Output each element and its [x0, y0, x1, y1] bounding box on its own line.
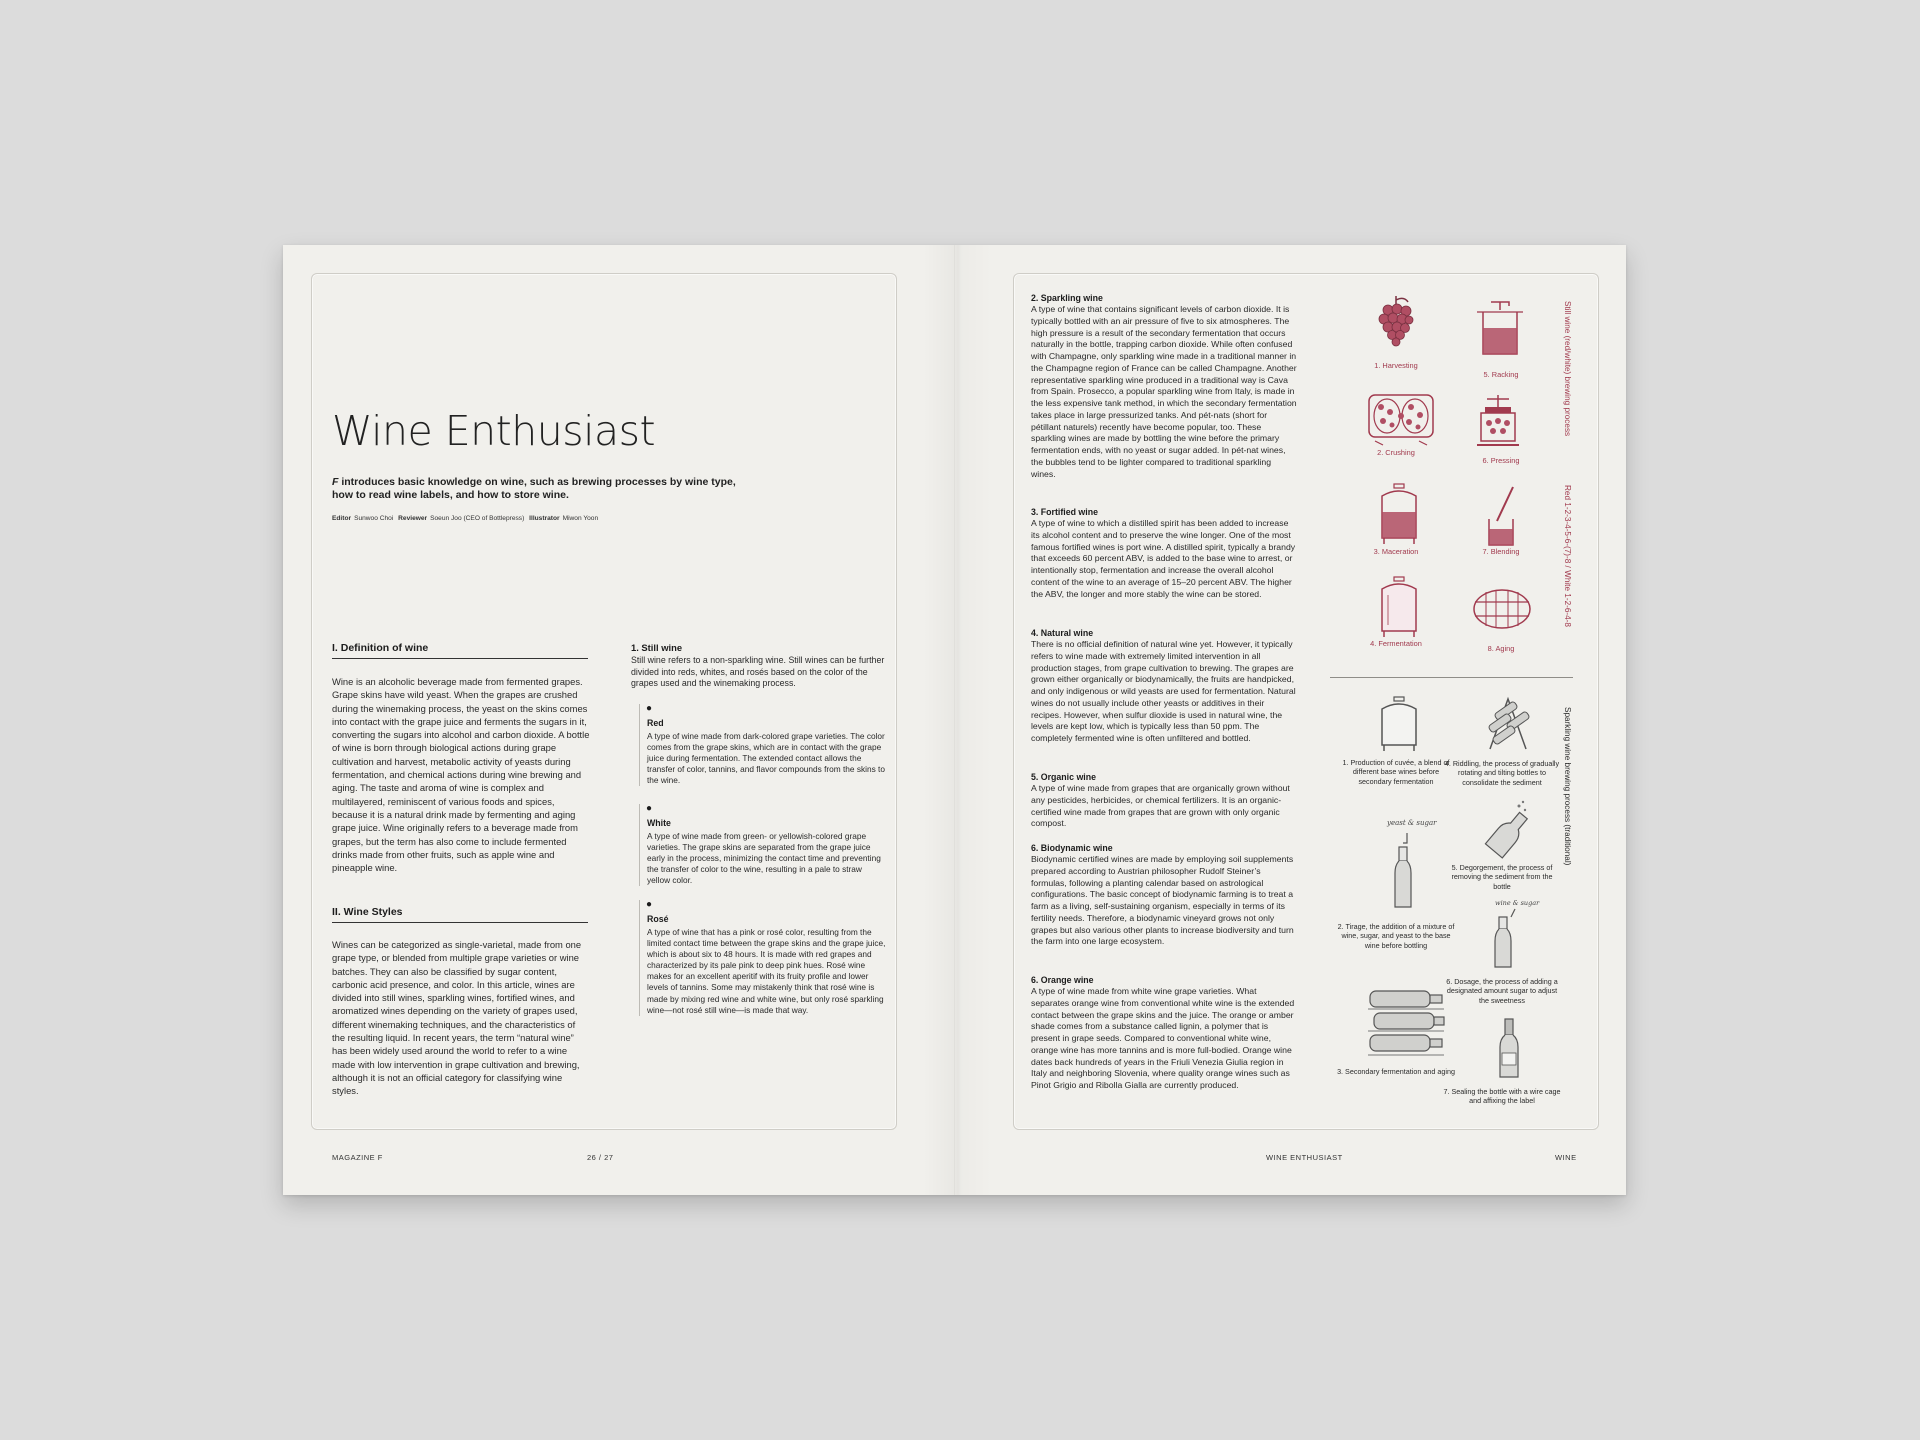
gutter-shadow: [923, 245, 993, 1195]
footer-page-numbers: 26 / 27: [587, 1153, 614, 1162]
editor-name: Sunwoo Choi: [354, 515, 394, 522]
cuvee-tank-icon: [1376, 695, 1422, 753]
still-step-caption: 6. Pressing: [1482, 456, 1520, 465]
natural-wine-section: [1031, 628, 1297, 745]
grapes-icon: [1376, 294, 1416, 352]
maceration-tank-icon: [1376, 482, 1422, 546]
bottle-rack-icon: [1366, 985, 1446, 1061]
red-wine-heading: Red: [647, 718, 664, 728]
organic-wine-heading: 5. Organic wine: [1031, 772, 1097, 782]
rose-wine-block: [639, 900, 887, 1016]
natural-wine-body: There is no official definition of natural wine yet. However, it typically refers to wine made with extremely limited intervention in all production stages, from grape cultivation to brewing. The grapes are grown either organically or biodynamically, the fruits are handpicked, and only indigenous or wild yeasts are used for fermentation. Natural wines do not usually include other yeasts or additives in their recipes. However, when sulfur dioxide is used in natural wine, the levels are kept low, which is typically less than 50 ppm. The completely fermented wine is often unfiltered and bottled.: [1031, 639, 1296, 743]
still-step-caption: 1. Harvesting: [1374, 361, 1418, 370]
rose-wine-heading: Rosé: [647, 914, 669, 924]
bullet-dot-icon: ●: [646, 899, 653, 910]
dosage-bottle-icon: [1489, 897, 1540, 969]
section-heading-styles: II. Wine Styles: [332, 906, 588, 923]
biodynamic-wine-body: Biodynamic certified wines are made by employing soil supplements prepared according to Austrian philosopher Rudolf Steiner’s formulas, following a planting calendar based on astrological configurations. The basic concept of biodynamic farming is to treat a farm as a living, self-sustaining organism, especially in terms of its fertility needs. Therefore, a biodynamic vineyard grows not only grapes but also various other plants to increase biodiversity and turn the farm into one large ecosystem.: [1031, 854, 1294, 947]
sparkling-step-caption: 1. Production of cuvée, a blend of different base wines before secondary fermentation: [1342, 758, 1450, 786]
article-title: Wine Enthusiast: [332, 407, 656, 455]
sparkling-wine-body: A type of wine that contains significant levels of carbon dioxide. It is typically bottled with an air pressure of five to six atmospheres. The high pressure is a result of the secondary fermentation that occurs naturally in the bottle, trapping carbon dioxide. While often confused with Champagne, only sparkling wine made in a traditional manner in the Champagne region of France can be called Champagne. Another representative sparkling wine produced in a traditional way is Cava from Spain. Prosecco, a popular sparkling wine from Italy, is made in the less expensive tank method, in which the secondary fermentation takes place in large pressurized tanks. And pét-nats (short for pétillant naturels) recently have become popular, too. These sparkling wines are made by bottling the wine before the primary fermentation ends, with no yeast or sugar added. In pét-nat wines, the bubbles tend to be lighter compared to traditional sparkling wines.: [1031, 304, 1297, 479]
crushing-icon: [1365, 385, 1437, 447]
degorgement-bottle-icon: [1483, 800, 1533, 860]
still-process-label: Still wine (red/white) brewing process: [1563, 301, 1572, 437]
illustrator-name: Miwon Yoon: [562, 515, 599, 522]
article-credits: [332, 515, 732, 522]
still-step-caption: 8. Aging: [1487, 644, 1515, 653]
sealed-bottle-icon: [1496, 1017, 1522, 1079]
tirage-bottle-icon: [1383, 815, 1437, 911]
magazine-spread: [283, 245, 1626, 1195]
fermentation-tank-icon: [1376, 575, 1422, 639]
wine-sugar-note: wine & sugar: [1495, 899, 1540, 907]
white-wine-body: A type of wine made from green- or yellowish-colored grape varieties. The grape skins are separated from the grape juice early in the process, minimizing the contact time and preventing the transfer of color to the wine, resulting in a pale to straw yellow color.: [647, 831, 881, 886]
editor-label: Editor: [332, 515, 352, 522]
fortified-wine-body: A type of wine to which a distilled spirit has been added to increase its alcohol content and to preserve the wine longer. One of the most famous fortified wines is port wine. A distilled spirit, typically a brandy that exceeds 60 percent ABV, is added to the base wine to arrest, or intentionally stop, fermentation and increase the overall alcohol content of the wine to an average of 15–20 percent ABV. The higher the ABV, the longer and more stably the wine can be stored.: [1031, 518, 1296, 599]
racking-tank-icon: [1473, 298, 1523, 358]
yeast-sugar-note: yeast & sugar: [1387, 819, 1437, 827]
sparkling-step-caption: 7. Sealing the bottle with a wire cage and affixing the label: [1443, 1087, 1561, 1106]
pressing-icon: [1473, 393, 1523, 451]
article-intro: [332, 476, 742, 502]
still-wine-body: Still wine refers to a non-sparkling wine. Still wines can be further divided into reds, whites, and rosés based on the color of the grapes used and the winemaking process.: [631, 655, 885, 689]
orange-wine-body: A type of wine made from white wine grape varieties. What separates orange wine from conventional white wine is the extended contact between the grape skins and the juice. The orange or amber shade comes from a substance called lignin, a polymer that is present in grape seeds. Compared to conventional white wine, orange wine has more tannins and is more full-bodied. Orange wine dates back hundreds of years in the Friuli Venezia Giulia region in Italy and neighboring Slovenia, where quality orange wines such as Pinot Grigio and Ribolla Gialla are currently produced.: [1031, 986, 1295, 1090]
fortified-wine-section: [1031, 507, 1297, 600]
barrel-icon: [1472, 588, 1532, 630]
still-wine-heading: 1. Still wine: [631, 642, 683, 653]
sparkling-step-caption: 4. Riddling, the process of gradually rotating and tilting bottles to consolidate the sediment: [1444, 759, 1560, 787]
biodynamic-wine-heading: 6. Biodynamic wine: [1031, 843, 1113, 853]
orange-wine-section: [1031, 975, 1297, 1092]
bullet-dot-icon: ●: [646, 703, 653, 714]
natural-wine-heading: 4. Natural wine: [1031, 628, 1094, 638]
intro-magazine-initial: F: [332, 476, 339, 488]
still-step-caption: 7. Blending: [1482, 547, 1520, 556]
organic-wine-body: A type of wine made from grapes that are organically grown without any pesticides, herbicides, or chemical fertilizers. It is an organic-certified wine made from grapes that are grown with only organic compost.: [1031, 783, 1290, 829]
footer-article-name: WINE ENTHUSIAST: [1266, 1153, 1343, 1162]
still-step-caption: 4. Fermentation: [1370, 639, 1422, 648]
sparkling-wine-heading: 2. Sparkling wine: [1031, 293, 1103, 303]
footer-magazine-name: MAGAZINE F: [332, 1153, 383, 1162]
bullet-dot-icon: ●: [646, 803, 653, 814]
sparkling-process-label: Sparkling wine brewing process (traditional): [1563, 707, 1572, 866]
still-step-caption: 2. Crushing: [1377, 448, 1415, 457]
biodynamic-wine-section: [1031, 843, 1297, 948]
still-process-order: Red 1-2-3-4-5-6-(7)-8 / White 1-2-6-4-8: [1563, 485, 1572, 627]
white-wine-block: [639, 804, 887, 886]
fortified-wine-heading: 3. Fortified wine: [1031, 507, 1098, 517]
sparkling-step-caption: 6. Dosage, the process of adding a designated amount sugar to adjust the sweetness: [1446, 977, 1558, 1005]
section-body-styles: Wines can be categorized as single-varietal, made from one grape type, or blended from multiple grape varieties or wine batches. They can also be classified by sugar content, carbonic acid presence, and color. In this article, wines are divided into still wines, sparkling wines, fortified wines, and aromatized wines depending on the variety of grapes used, different winemaking techniques, and the characteristics of the resulting liquid. In recent years, the term “natural wine” has been widely used around the world to refer to a wine made with low intervention in grape cultivation and brewing, although it is not an official category for classifying wine styles.: [332, 939, 582, 1097]
process-divider: [1330, 677, 1573, 678]
footer-section-name: WINE: [1555, 1153, 1577, 1162]
sparkling-step-caption: 3. Secondary fermentation and aging: [1337, 1067, 1455, 1076]
section-body-definition: Wine is an alcoholic beverage made from fermented grapes. Grape skins have wild yeast. When the grapes are crushed during the winemaking process, the yeast on the skins comes into contact with the grape juice and ferments the sugars in it, converting the sugars into alcohol and carbon dioxide. A bottle of wine is born through biological actions during grape cultivation and harvest, metabolic activity of yeasts during fermentation, and chemical actions during wine brewing and aging. The taste and aroma of wine is complex and multilayered, reminiscent of various foods and spices, because it is a natural drink made by fermenting and aging grape juice. Wine originally refers to a beverage made from grapes, but the term has also come to include fermented drinks made from other fruits, such as apple wine and pineapple wine.: [332, 676, 590, 874]
red-wine-block: [639, 704, 887, 786]
gutter-line: [954, 245, 955, 1195]
organic-wine-section: [1031, 772, 1297, 830]
white-wine-heading: White: [647, 818, 671, 828]
reviewer-label: Reviewer: [398, 515, 428, 522]
section-heading-definition: I. Definition of wine: [332, 642, 588, 659]
sparkling-step-caption: 5. Degorgement, the process of removing the sediment from the bottle: [1451, 863, 1553, 891]
riddling-rack-icon: [1480, 693, 1536, 753]
sparkling-wine-section: [1031, 293, 1297, 480]
blending-icon: [1483, 485, 1523, 549]
rose-wine-body: A type of wine that has a pink or rosé color, resulting from the limited contact time between the grape skins and the grape juice, which is about six to 48 hours. It is made with red grapes and characterized by its pale pink to deep pink hues. Rosé wine makes for an excellent aperitif with its fruity profile and lower levels of tannins. Some may mistakenly think that rosé wine is made by mixing red wine and white wine, but only rosé sparkling wine—not rosé still wine—is made that way.: [647, 927, 886, 1015]
still-step-caption: 5. Racking: [1483, 370, 1519, 379]
sparkling-step-caption: 2. Tirage, the addition of a mixture of wine, sugar, and yeast to the base wine before bottling: [1337, 922, 1455, 950]
illustrator-label: Illustrator: [529, 515, 560, 522]
red-wine-body: A type of wine made from dark-colored grape varieties. The color comes from the grape skins, which are in contact with the grape juice during fermentation. The extended contact allows the transfer of color, tannins, and flavor compounds from the skins to the wine.: [647, 731, 885, 786]
intro-text: introduces basic knowledge on wine, such as brewing processes by wine type, how to read wine labels, and how to store wine.: [332, 476, 736, 501]
still-step-caption: 3. Maceration: [1373, 547, 1419, 556]
orange-wine-heading: 6. Orange wine: [1031, 975, 1094, 985]
reviewer-name: Soeun Joo (CEO of Bottlepress): [430, 515, 525, 522]
